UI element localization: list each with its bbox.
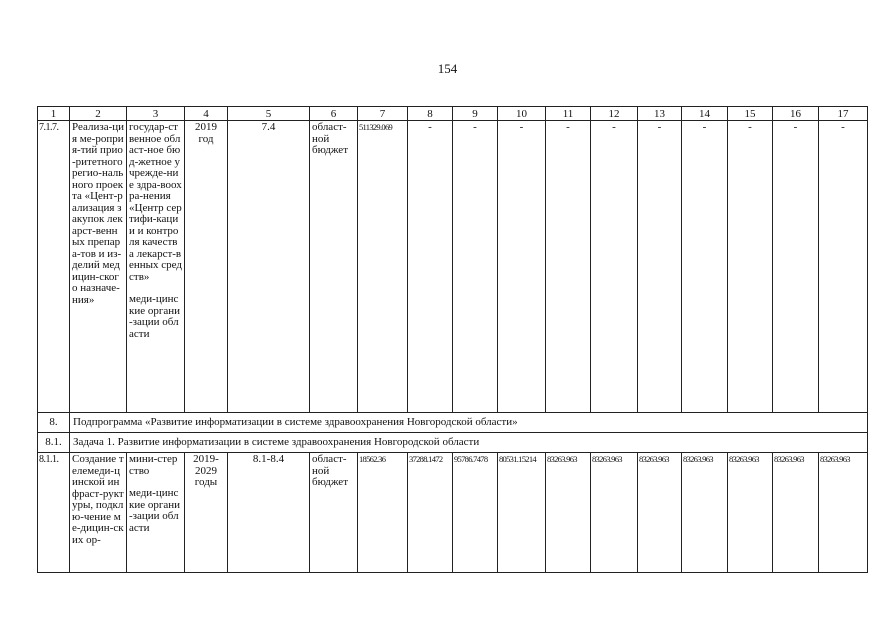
value-cell: 83263.963 [728, 453, 773, 573]
value-cell: 83263.963 [819, 453, 868, 573]
value-cell: - [591, 121, 638, 413]
indicator-ref: 7.4 [228, 121, 310, 413]
activity-name: Создание телемеди-цинской инфраст-руктуры, подклю-чение ме-дицин-ских ор- [70, 453, 127, 573]
executor-secondary: меди-цинские органи-зации области [129, 487, 181, 534]
value-cell: - [682, 121, 728, 413]
period: 2019 год [185, 121, 228, 413]
row-number: 7.1.7. [38, 121, 70, 413]
column-number-row [38, 107, 868, 121]
executor-cell [127, 121, 185, 413]
column-number-cell: 16 [773, 107, 819, 121]
column-number-cell: 5 [228, 107, 310, 121]
column-number-cell: 11 [546, 107, 591, 121]
value-cell: 83263.963 [546, 453, 591, 573]
executor-primary: государ-ственное област-ное бюд-жетное учрежде-ние здра-воохра-нения «Центр сертифи-кации и контроля качества лекарст-венных средств» [129, 121, 183, 283]
value-cell: - [546, 121, 591, 413]
page-number: 154 [437, 61, 458, 76]
column-number-cell: 1 [38, 107, 70, 121]
executor-secondary: меди-цинские органи-зации области [129, 293, 181, 340]
column-number-cell: 12 [591, 107, 638, 121]
row-number: 8.1.1. [38, 453, 70, 573]
executor-cell [127, 453, 185, 573]
column-number-cell: 3 [127, 107, 185, 121]
table-row-8-1-1 [38, 453, 868, 573]
table-row-7-1-7 [38, 121, 868, 413]
period: 2019-2029 годы [185, 453, 228, 573]
table-row-8 [38, 413, 868, 433]
task-title: Задача 1. Развитие информатизации в системе здравоохранения Новгородской области [70, 433, 868, 453]
value-cell: 83263.963 [638, 453, 682, 573]
funding-source: област-ной бюджет [310, 121, 358, 413]
executor-primary: мини-стерство [129, 453, 178, 477]
subprogram-title: Подпрограмма «Развитие информатизации в системе здравоохранения Новгородской области» [70, 413, 868, 433]
column-number-cell: 8 [408, 107, 453, 121]
value-cell: 80531.15214 [498, 453, 546, 573]
value-cell: - [638, 121, 682, 413]
value-cell: 83263.963 [591, 453, 638, 573]
value-cell: 18562.36 [358, 453, 408, 573]
funding-source: област-ной бюджет [310, 453, 358, 573]
column-number-cell: 7 [358, 107, 408, 121]
column-number-cell: 15 [728, 107, 773, 121]
indicator-ref: 8.1-8.4 [228, 453, 310, 573]
value-cell: 83263.963 [773, 453, 819, 573]
value-cell: 95786.7478 [453, 453, 498, 573]
column-number-cell: 6 [310, 107, 358, 121]
value-cell: - [773, 121, 819, 413]
value-cell: 37288.1472 [408, 453, 453, 573]
value-cell: - [498, 121, 546, 413]
value-cell: - [819, 121, 868, 413]
activity-name: Реализа-ция ме-роприя-тий прио-ритетного регио-нального проекта «Цент-рализация закупок лекарст-венных препара-тов и из-делий медицин-ского назначе-ния» [70, 121, 127, 413]
column-number-cell: 4 [185, 107, 228, 121]
value-cell: 511329.069 [358, 121, 408, 413]
column-number-cell: 2 [70, 107, 127, 121]
column-number-cell: 13 [638, 107, 682, 121]
row-number: 8. [38, 413, 70, 433]
row-number: 8.1. [38, 433, 70, 453]
column-number-cell: 17 [819, 107, 868, 121]
value-cell: - [408, 121, 453, 413]
column-number-cell: 14 [682, 107, 728, 121]
value-cell: - [453, 121, 498, 413]
value-cell: 83263.963 [682, 453, 728, 573]
column-number-cell: 9 [453, 107, 498, 121]
table-row-8-1 [38, 433, 868, 453]
column-number-cell: 10 [498, 107, 546, 121]
program-table [37, 106, 868, 573]
value-cell: - [728, 121, 773, 413]
